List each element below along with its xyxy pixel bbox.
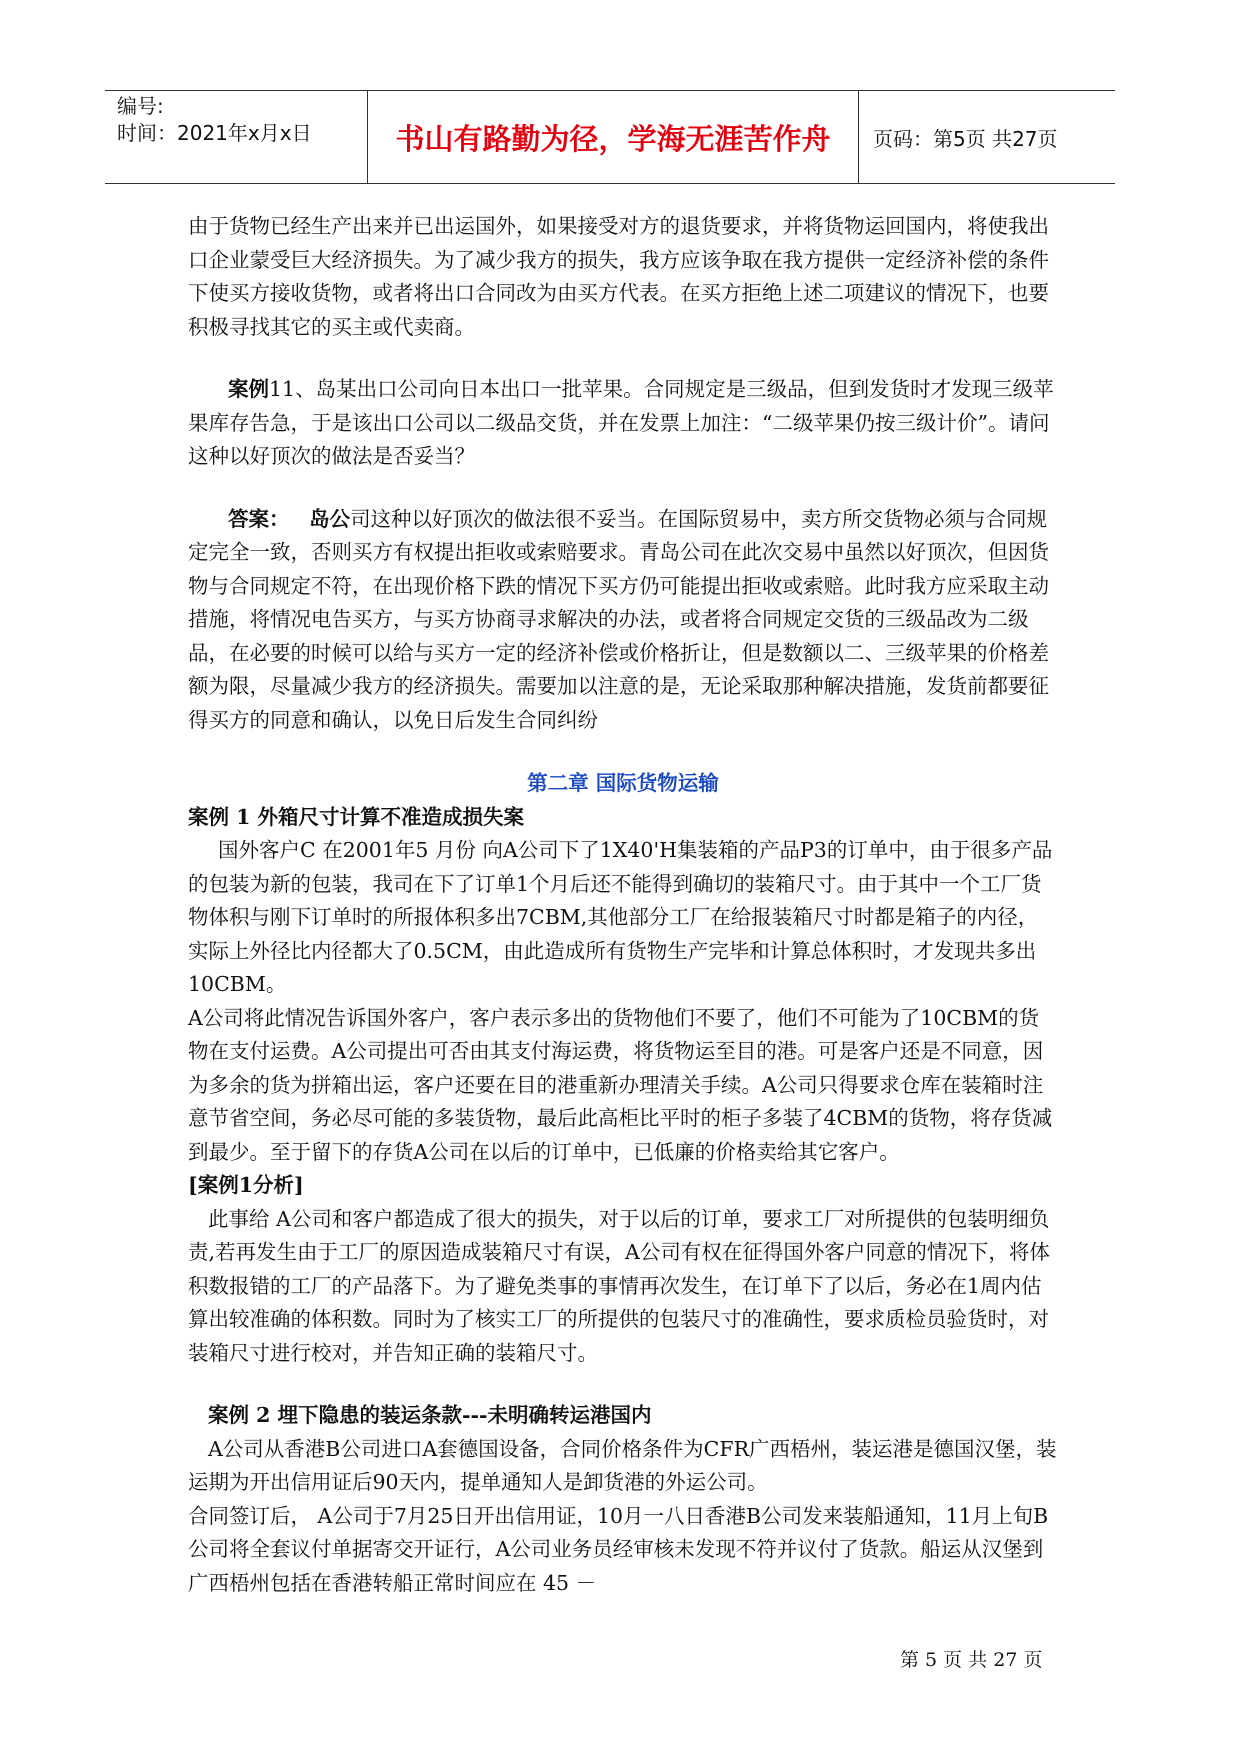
case-1-analysis-title: [案例1分析] (188, 1173, 304, 1197)
answer-paragraph (188, 503, 1058, 738)
case-11-text: 11、岛某出口公司向日本出口一批苹果。合同规定是三级品，但到发货时才发现三级苹果库存告急，于是该出口公司以二级品交货，并在发票上加注：“二级苹果仍按三级计价”。请问这种以好顶次的做法是否妥当？ (188, 377, 1054, 468)
header-motto: 书山有路勤为径，学海无涯苦作舟 (368, 91, 859, 183)
case-11-label: 案例 (228, 377, 269, 401)
answer-label: 答案： (228, 506, 290, 531)
page-header (105, 90, 1115, 184)
case-1-paragraph-2: A公司将此情况告诉国外客户，客户表示多出的货物他们不要了，他们不可能为了10CBM的货物在支付运费。A公司提出可否由其支付海运费，将货物运至目的港。可是客户还是不同意，因为多余的货为拼箱出运，客户还要在目的港重新办理清关手续。A公司只得要求仓库在装箱时注意节省空间，务必尽可能的多装货物，最后此高柜比平时的柜子多装了4CBM的货物，将存货减到最少。至于留下的存货A公司在以后的订单中，已低廉的价格卖给其它客户。 (188, 1005, 1053, 1164)
page-footer: 第 5 页 共 27 页 (900, 1649, 1043, 1671)
header-left-cell (105, 91, 368, 183)
case-11-paragraph (188, 373, 1058, 474)
case-2-paragraph-2: 合同签订后， A公司于7月25日开出信用证，10月一八日香港B公司发来装船通知，11月上旬B公司将全套议付单据寄交开证行，A公司业务员经审核未发现不符并议付了货款。船运从汉堡到广西梧州包括在香港转船正常时间应在 45 － (188, 1503, 1049, 1595)
answer-bold-prefix: 岛公 (309, 506, 351, 531)
header-page-label: 页码：第5页 共27页 (873, 126, 1058, 151)
paragraph-intro: 由于货物已经生产出来并已出运国外，如果接受对方的退货要求，并将货物运回国内，将使我出口企业蒙受巨大经济损失。为了减少我方的损失，我方应该争取在我方提供一定经济补偿的条件下使买方接收货物，或者将出口合同改为由买方代表。在买方拒绝上述二项建议的情况下，也要积极寻找其它的买主或代卖商。 (188, 214, 1049, 339)
document-number-label: 编号: (117, 94, 164, 118)
case-1-paragraph-1: 国外客户C 在2001年5 月份 向A公司下了1X40'H集装箱的产品P3的订单中，由于很多产品的包装为新的包装，我司在下了订单1个月后还不能得到确切的装箱尺寸。由于其中一个工厂货物体积与刚下订单时的所报体积多出7CBM,其他部分工厂在给报装箱尺寸时都是箱子的内径，实际上外径比内径都大了0.5CM，由此造成所有货物生产完毕和计算总体积时，才发现共多出10CBM。 (188, 838, 1053, 996)
answer-text: 司这种以好顶次的做法很不妥当。在国际贸易中，卖方所交货物必须与合同规定完全一致，否则买方有权提出拒收或索赔要求。青岛公司在此次交易中虽然以好顶次，但因货物与合同规定不符，在出现价格下跌的情况下买方仍可能提出拒收或索赔。此时我方应采取主动措施，将情况电告买方，与买方协商寻求解决的办法，或者将合同规定交货的三级品改为二级品，在必要的时候可以给与买方一定的经济补偿或价格折让，但是数额以二、三级苹果的价格差额为限，尽量减少我方的经济损失。需要加以注意的是，无论采取那种解决措施，发货前都要征得买方的同意和确认，以免日后发生合同纠纷 (188, 506, 1049, 732)
case-1-analysis-text: 此事给 A公司和客户都造成了很大的损失，对于以后的订单，要求工厂对所提供的包装明细负责,若再发生由于工厂的原因造成装箱尺寸有误，A公司有权在征得国外客户同意的情况下，将体积数报错的工厂的产品落下。为了避免类事的事情再次发生，在订单下了以后，务必在1周内估算出较准确的体积数。同时为了核实工厂的所提供的包装尺寸的准确性，要求质检员验货时，对装箱尺寸进行校对，并告知正确的装箱尺寸。 (188, 1206, 1050, 1365)
case-2-paragraph-1: A公司从香港B公司进口A套德国设备，合同价格条件为CFR广西梧州，装运港是德国汉堡，装运期为开出信用证后90天内，提单通知人是卸货港的外运公司。 (188, 1436, 1057, 1494)
document-time-label: 时间：2021年x月x日 (117, 121, 312, 145)
case-2-title: 案例 2 埋下隐患的装运条款---未明确转运港国内 (208, 1403, 652, 1427)
document-body (188, 210, 1058, 1600)
case-1-title: 案例 1 外箱尺寸计算不准造成损失案 (188, 804, 525, 829)
chapter-title: 第二章 国际货物运输 (527, 771, 719, 795)
